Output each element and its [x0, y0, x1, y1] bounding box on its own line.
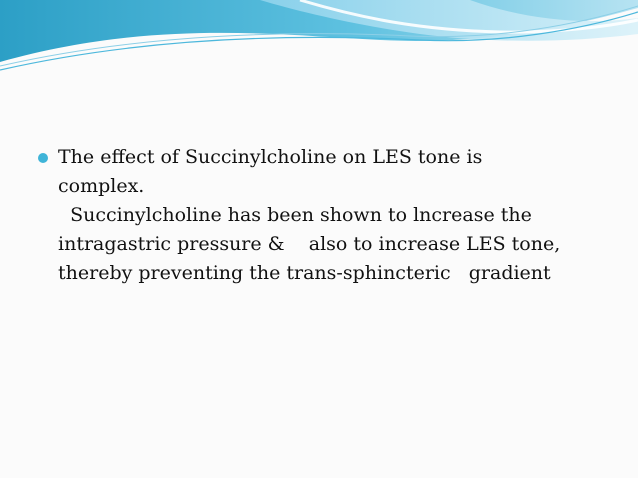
filled-circle-bullet-icon — [38, 153, 48, 163]
paragraph-line-2: intragastric pressure & also to increase LES tone, — [58, 233, 561, 255]
bullet-text-line-2: complex. — [58, 175, 145, 197]
header-wave-decoration — [0, 0, 638, 90]
paragraph-line-1: Succinylcholine has been shown to lncrease the — [58, 204, 532, 226]
slide-body — [38, 143, 618, 288]
bullet-item — [38, 143, 618, 201]
paragraph-line-3: thereby preventing the trans-sphincteric gradient — [58, 262, 551, 284]
bullet-text-line-1: The effect of Succinylcholine on LES tone is — [58, 146, 483, 168]
